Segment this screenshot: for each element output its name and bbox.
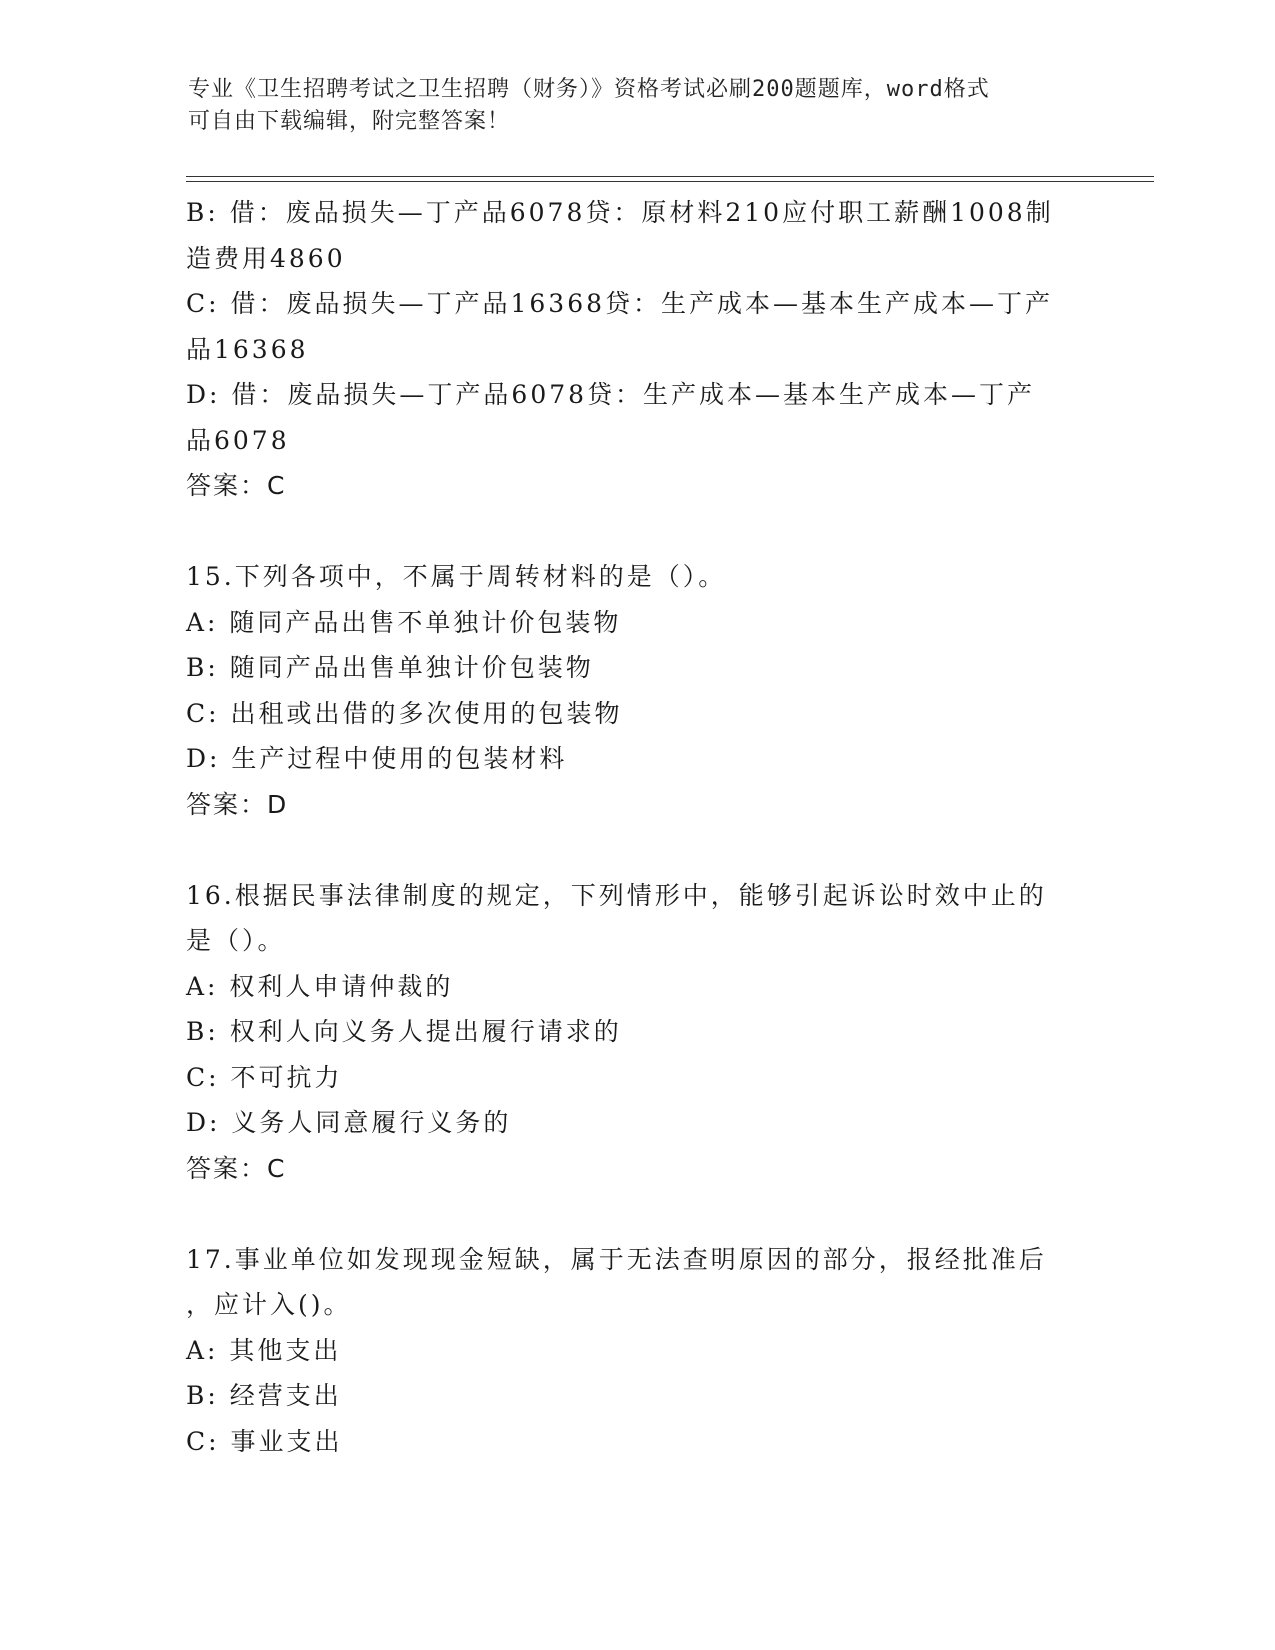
q17-option-a: A: 其他支出 <box>186 1335 342 1365</box>
q14-option-c-line-1: C: 借：废品损失—丁产品16368贷：生产成本—基本生产成本—丁产 <box>186 289 1054 318</box>
q16-option-b: B: 权利人向义务人提出履行请求的 <box>186 1017 622 1046</box>
header-divider-top <box>186 176 1154 177</box>
spacer <box>186 827 1086 873</box>
question-list <box>186 190 1086 1464</box>
q14-option-d-line-1: D: 借：废品损失—丁产品6078贷：生产成本—基本生产成本—丁产 <box>186 380 1036 409</box>
q17-option-b: B: 经营支出 <box>186 1381 342 1410</box>
q15-answer: 答案：D <box>186 789 289 819</box>
q14-option-d-line-2: 品6078 <box>186 425 290 455</box>
q16-option-d: D: 义务人同意履行义务的 <box>186 1108 512 1137</box>
q16-question-line-1: 16.根据民事法律制度的规定，下列情形中，能够引起诉讼时效中止的 <box>186 880 1047 910</box>
q15-option-d: D: 生产过程中使用的包装材料 <box>186 744 568 773</box>
q15-option-c: C: 出租或出借的多次使用的包装物 <box>186 698 623 728</box>
header-title-line-2: 可自由下载编辑，附完整答案！ <box>188 109 511 134</box>
q16-question-line-2: 是（）。 <box>186 926 286 955</box>
q14-option-c-line-2: 品16368 <box>186 334 309 364</box>
q14-option-b-line-1: B: 借：废品损失—丁产品6078贷：原材料210应付职工薪酬1008制 <box>186 198 1054 227</box>
q16-option-c: C: 不可抗力 <box>186 1062 343 1092</box>
q16-option-a: A: 权利人申请仲裁的 <box>186 971 454 1001</box>
header-title-line-1: 专业《卫生招聘考试之卫生招聘（财务）》资格考试必刷200题题库，word格式 <box>188 77 990 102</box>
document-header <box>188 74 1068 138</box>
q14-answer: 答案：C <box>186 471 287 500</box>
q14-option-b-line-2: 造费用4860 <box>186 243 346 273</box>
q17-question-line-2: ，应计入()。 <box>186 1290 352 1319</box>
spacer <box>186 1191 1086 1237</box>
header-divider-bottom <box>186 181 1154 182</box>
q15-question: 15.下列各项中，不属于周转材料的是（）。 <box>186 562 727 591</box>
q15-option-a: A: 随同产品出售不单独计价包装物 <box>186 607 622 637</box>
q17-option-c: C: 事业支出 <box>186 1426 343 1456</box>
q16-answer: 答案：C <box>186 1153 287 1183</box>
spacer <box>186 509 1086 555</box>
q15-option-b: B: 随同产品出售单独计价包装物 <box>186 653 594 682</box>
q17-question-line-1: 17.事业单位如发现现金短缺，属于无法查明原因的部分，报经批准后 <box>186 1244 1047 1274</box>
